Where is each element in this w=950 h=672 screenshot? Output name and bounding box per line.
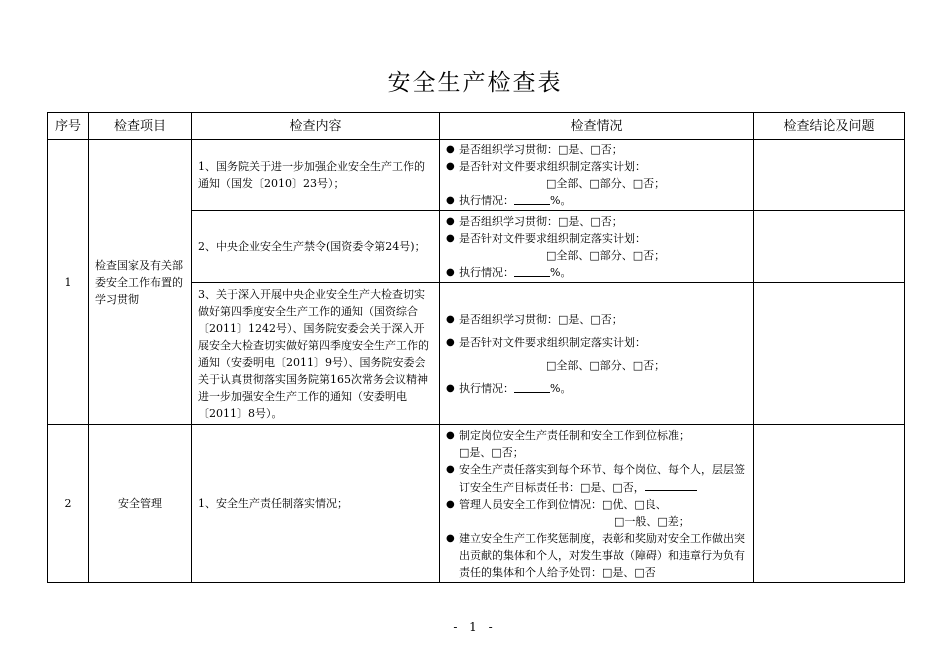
row-number: 1 — [48, 140, 89, 425]
check-item: 安全管理 — [89, 425, 192, 583]
conclusion-cell[interactable] — [754, 425, 905, 583]
conclusion-cell[interactable] — [754, 140, 905, 211]
header-no: 序号 — [48, 113, 89, 140]
bullet-icon: ● — [446, 532, 455, 544]
bullet-icon: ● — [446, 232, 455, 244]
status-line — [446, 427, 747, 444]
status-line — [446, 530, 747, 581]
bullet-icon: ● — [446, 313, 455, 325]
table-row — [48, 140, 905, 211]
check-status — [440, 211, 754, 283]
check-status — [440, 140, 754, 211]
bullet-icon: ● — [446, 144, 455, 155]
status-text: 是否组织学习贯彻：□是、□否； — [459, 312, 623, 326]
status-line — [446, 230, 747, 247]
row-number: 2 — [48, 425, 89, 583]
status-text: 是否针对文件要求组织制定落实计划： — [459, 160, 646, 173]
status-text: 管理人员安全工作到位情况：□优、□良、 — [459, 497, 667, 511]
fill-blank[interactable] — [645, 478, 697, 491]
status-line — [446, 141, 747, 158]
page-title: 安全生产检查表 — [387, 70, 563, 96]
status-text: %。 — [550, 265, 572, 279]
header-conclusion: 检查结论及问题 — [754, 113, 905, 140]
status-text: 是否针对文件要求组织制定落实计划： — [459, 335, 646, 349]
status-text — [459, 461, 747, 496]
check-item: 检查国家及有关部委安全工作布置的学习贯彻 — [89, 140, 192, 425]
header-item: 检查项目 — [89, 113, 192, 140]
check-content: 3、关于深入开展中央企业安全生产大检查切实做好第四季度安全生产工作的通知（国资综合〔2011〕1242号）、国务院安委会关于深入开展安全大检查切实做好第四季度安全生产工作的通知（安委明电〔2011〕9号）、国务院安委会关于认真贯彻落实国务院第165次常务会议精神进一步加强安全生产工作的通知（安委明电〔2011〕8号）。 — [192, 283, 440, 425]
header-row — [48, 113, 905, 140]
status-line — [446, 192, 747, 209]
bullet-icon: ● — [446, 429, 455, 441]
status-line — [446, 158, 747, 175]
status-text: 是否组织学习贯彻：□是、□否； — [459, 143, 623, 156]
status-text: 执行情况： — [459, 265, 514, 279]
bullet-icon: ● — [446, 215, 455, 227]
status-line — [446, 213, 747, 230]
header-status: 检查情况 — [440, 113, 754, 140]
status-text: 是否针对文件要求组织制定落实计划： — [459, 231, 646, 245]
bullet-icon: ● — [446, 336, 455, 348]
status-line — [446, 264, 747, 281]
check-content: 1、国务院关于进一步加强企业安全生产工作的通知（国发〔2010〕23号）； — [192, 140, 440, 211]
status-text: 建立安全生产工作奖惩制度，表彰和奖励对安全工作做出突出贡献的集体和个人，对发生事故（障碍）和违章行为负有责任的集体和个人给予处罚：□是、□否 — [459, 531, 745, 579]
status-text: 执行情况： — [459, 194, 514, 207]
status-options: □是、□否； — [459, 445, 524, 459]
bullet-icon: ● — [446, 161, 455, 172]
fill-blank[interactable] — [514, 380, 550, 393]
status-options: □全部、□部分、□否； — [546, 177, 666, 190]
table-row — [48, 425, 905, 583]
status-line — [446, 496, 747, 513]
check-status — [440, 425, 754, 583]
status-options: □全部、□部分、□否； — [546, 358, 666, 372]
header-content: 检查内容 — [192, 113, 440, 140]
check-content: 2、中央企业安全生产禁令(国资委令第24号)； — [192, 211, 440, 283]
check-status — [440, 283, 754, 425]
status-options: □全部、□部分、□否； — [546, 248, 666, 262]
status-text: 是否组织学习贯彻：□是、□否； — [459, 214, 623, 228]
bullet-icon: ● — [446, 195, 455, 206]
status-text: 制定岗位安全生产责任制和安全工作到位标准； — [459, 428, 690, 442]
bullet-icon: ● — [446, 498, 455, 510]
status-text-body: 安全生产责任落实到每个环节、每个岗位、每个人，层层签订安全生产目标责任书：□是、□否， — [459, 462, 745, 494]
conclusion-cell[interactable] — [754, 283, 905, 425]
fill-blank[interactable] — [514, 192, 550, 205]
status-line — [446, 334, 747, 351]
conclusion-cell[interactable] — [754, 211, 905, 283]
page-number: - 1 - — [453, 620, 497, 634]
inspection-table — [47, 112, 905, 583]
status-line — [446, 311, 747, 328]
status-text: %。 — [550, 194, 572, 207]
status-line — [446, 380, 747, 397]
bullet-icon: ● — [446, 463, 455, 475]
check-content: 1、安全生产责任制落实情况； — [192, 425, 440, 583]
fill-blank[interactable] — [514, 264, 550, 277]
bullet-icon: ● — [446, 382, 455, 394]
status-text: %。 — [550, 381, 572, 395]
status-text: 执行情况： — [459, 381, 514, 395]
status-line — [446, 461, 747, 496]
status-options: □一般、□差； — [614, 514, 690, 528]
bullet-icon: ● — [446, 266, 455, 278]
